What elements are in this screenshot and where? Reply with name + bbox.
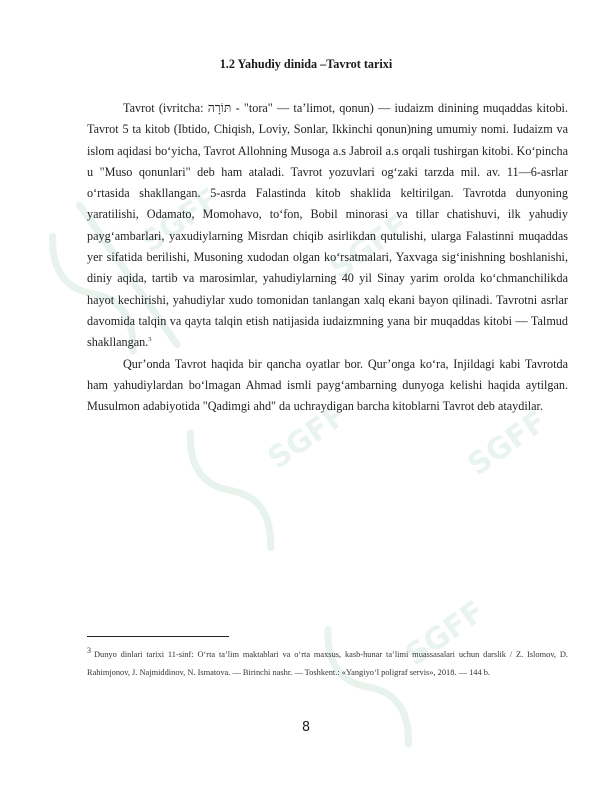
footnote-number: 3 [87, 646, 91, 656]
paragraph-quran-tavrot [87, 354, 568, 418]
paragraph-text: Qur’onda Tavrot haqida bir qancha oyatlar bor. Qur’onga ko‘ra, Injildagi kabi Tavrotda ham yahudiylardan bo‘lmagan Ahmad ismli payg‘ambarning dunyoga kelishi haqida aytilgan. Musulmon adabiyotida "Qadimgi ahd" da uchraydigan barcha kitoblarni Tavrot deb ataydilar. [87, 356, 568, 414]
main-text [87, 98, 568, 417]
page-title: 1.2 Yahudiy dinida –Tavrot tarixi [219, 57, 393, 71]
page-number: 8 [301, 720, 311, 735]
svg-text:SGFF: SGFF [261, 397, 354, 477]
paragraph-text: Tavrot (ivritcha: תּוֹרָה - "tora" — ta’limot, qonun) — iudaizm dinining muqaddas kitobi. Tavrot 5 ta kitob (Ibtido, Chiqish, Loviy, Sonlar, Ikkinchi qonun)ning umumiy nomi. Iudaizm va islom aqidasi bo‘yicha, Tavrot Allohning Musoga a.s Jabroil a.s orqali tushirgan kitobi. Ko‘pincha u "Muso qonunlari" deb ham ataladi. Tavrot yozuvlari og‘zaki tarzda mil. av. 11—6-asrlar o‘rtasida shakllangan. 5-asrda Falastinda kitob shaklida keltirilgan. Tavrotda dunyoning yaratilishi, Odamato, Momohavo, to‘fon, Bobil minorasi va tillar chatishuvi, ilk yahudiy payg‘ambarlari, yaxudiylarning Misrdan chiqib asirlikdan qutulishi, ularga Falastinni muqaddas yer sifatida berilishi, Musoning xudodan olgan ko‘rsatmalari, Yaxvaga sig‘inishning boshlanishi, diniy aqida, tartib va marosimlar, yahudiylarning 40 yil Sinay yarim orolda ko‘chmanchilikda hayot kechirishi, yahudiylar xudo tomonidan tanlangan xalq ekani bayon qilinadi. Tavrotni asrlar davomida talqin va qayta talqin etish natijasida iudaizmning yana bir muqaddas kitobi — Talmud shakllangan. [87, 101, 568, 350]
svg-text:SGFF: SGFF [323, 207, 416, 287]
footnote [87, 646, 568, 682]
footnote-ref[interactable]: 3 [148, 336, 152, 344]
svg-text:SGFF: SGFF [134, 181, 227, 261]
svg-text:SGFF: SGFF [461, 404, 554, 483]
footnote-text: Dunyo dinlari tarixi 11-sinf: O‘rta ta’lim maktablari va o‘rta maxsus, kasb-hunar ta’limi muassasalari uchun darslik / Z. Islomov, D. Rahimjonov, J. Najmiddinov, N. Ismatova. — Birinchi nashr. — Toshkent.: «Yangiyo‘l poligraf servis», 2018. — 144 b. [87, 650, 568, 677]
footnote-divider [87, 636, 229, 637]
svg-text:SGFF: SGFF [399, 594, 491, 674]
paragraph-tavrot-definition [87, 98, 568, 354]
